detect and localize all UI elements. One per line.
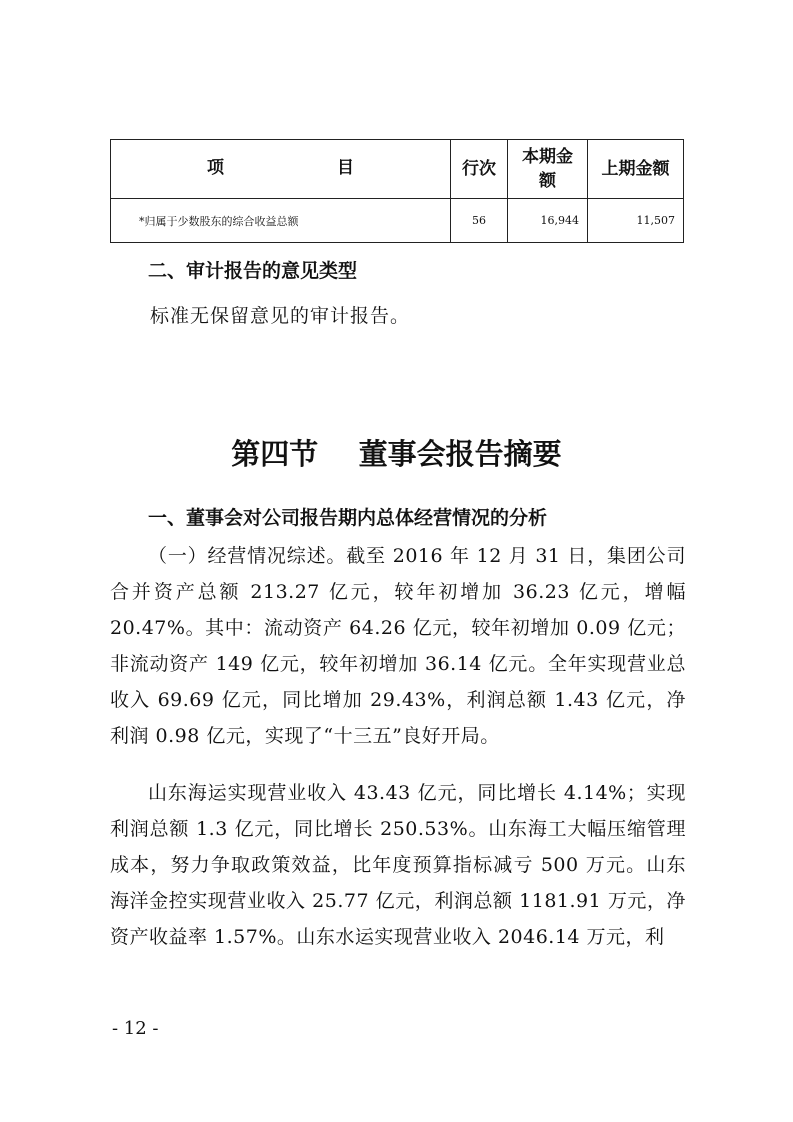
header-row-number: 行次 bbox=[451, 140, 508, 199]
header-item-char-1: 项 bbox=[207, 158, 224, 178]
paragraph-subsidiaries: 山东海运实现营业收入 43.43 亿元，同比增长 4.14%；实现利润总额 1.3 亿元，同比增长 250.53%。山东海工大幅压缩管理成本，努力争取政策效益，比年度预算指标减亏 500 万元。山东海洋金控实现营业收入 25.77 亿元，利润总额 1181.91 万元，净资产收益率 1.57%。山东水运实现营业收入 2046.14 万元，利 bbox=[110, 782, 686, 948]
audit-heading: 二、审计报告的意见类型 bbox=[148, 260, 358, 282]
audit-text: 标准无保留意见的审计报告。 bbox=[150, 305, 411, 327]
row-current-amount: 16,944 bbox=[508, 199, 588, 243]
row-label: *归属于少数股东的综合收益总额 bbox=[111, 199, 451, 243]
header-item bbox=[111, 140, 451, 199]
table-row bbox=[111, 199, 684, 243]
section-subheading: 一、董事会对公司报告期内总体经营情况的分析 bbox=[148, 507, 548, 529]
row-previous-amount: 11,507 bbox=[588, 199, 684, 243]
header-previous-amount: 上期金额 bbox=[588, 140, 684, 199]
row-number: 56 bbox=[451, 199, 508, 243]
page-number: - 12 - bbox=[112, 1018, 159, 1039]
financial-table bbox=[110, 139, 684, 243]
table-header-row bbox=[111, 140, 684, 199]
header-current-amount: 本期金额 bbox=[508, 140, 588, 199]
section-title: 第四节 董事会报告摘要 bbox=[231, 437, 562, 471]
header-item-char-2: 目 bbox=[337, 158, 354, 178]
paragraph-overview: （一）经营情况综述。截至 2016 年 12 月 31 日，集团公司合并资产总额 213.27 亿元，较年初增加 36.23 亿元，增幅 20.47%。其中：流动资产 64.26 亿元，较年初增加 0.09 亿元；非流动资产 149 亿元，较年初增加 36.14 亿元。全年实现营业总收入 69.69 亿元，同比增加 29.43%，利润总额 1.43 亿元，净利润 0.98 亿元，实现了“十三五”良好开局。 bbox=[110, 545, 686, 747]
